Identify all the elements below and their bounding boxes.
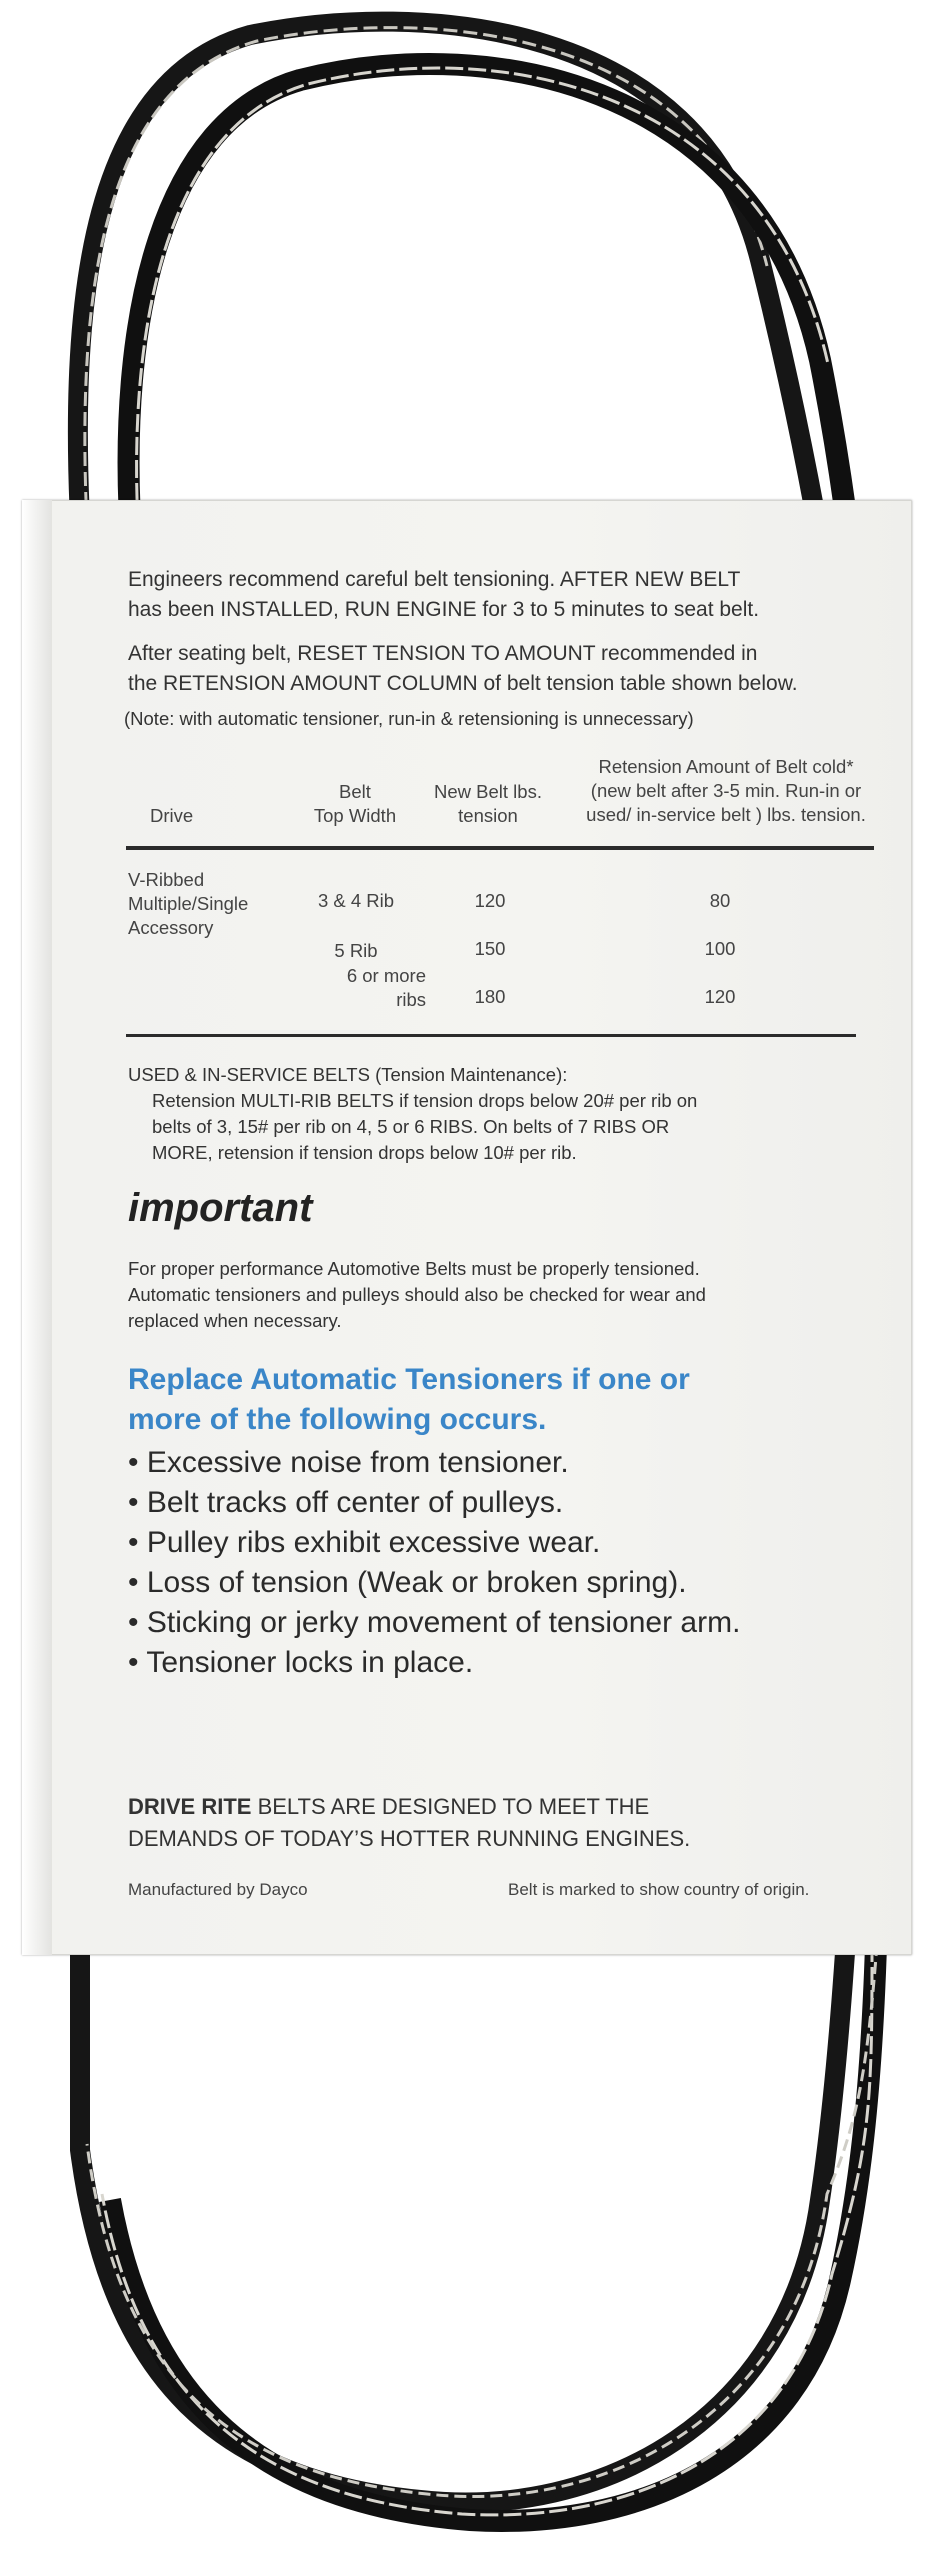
row-2-width: 5 Rib [334,940,378,961]
replace-heading-line-1: Replace Automatic Tensioners if one or [128,1363,690,1396]
instruction-line-3: After seating belt, RESET TENSION TO AMOUNT recommended in [128,642,758,665]
row-2-retension: 100 [704,938,736,959]
brand-name: DRIVE RITE [128,1794,252,1819]
used-belts-line-1: USED & IN-SERVICE BELTS (Tension Maintenance): [128,1064,568,1085]
replace-heading-line-2: more of the following occurs. [128,1403,547,1436]
header-new-belt-tension: New Belt lbs. tension [434,781,542,826]
drive-label: V-Ribbed Multiple/Single Accessory [128,869,249,938]
header-belt-top-width: Belt Top Width [313,781,397,826]
instruction-note: (Note: with automatic tensioner, run-in & retensioning is unnecessary) [124,708,694,729]
country-origin-text: Belt is marked to show country of origin. [508,1880,810,1899]
manufacturer-text: Manufactured by Dayco [128,1880,308,1899]
bullet-item: • Tensioner locks in place. [128,1646,474,1679]
important-line-3: replaced when necessary. [128,1310,342,1331]
table-bottom-rule [126,1034,856,1037]
header-drive: Drive [150,805,194,826]
row-3-width: 6 or more ribs [346,965,426,1010]
row-3-new: 180 [474,986,506,1007]
bullet-item: • Loss of tension (Weak or broken spring). [128,1566,687,1599]
used-belts-line-2: Retension MULTI-RIB BELTS if tension drops below 20# per rib on [152,1090,698,1111]
table-top-rule [126,846,874,850]
footer-line-1: DRIVE RITE BELTS ARE DESIGNED TO MEET THE [128,1794,650,1819]
row-2-new: 150 [474,938,506,959]
bullet-item: • Pulley ribs exhibit excessive wear. [128,1526,601,1559]
row-1-new: 120 [474,890,506,911]
header-retension-amount: Retension Amount of Belt cold* (new belt after 3-5 min. Run-in or used/ in-service belt ) lbs. tension. [586,756,866,825]
row-1-retension: 80 [709,890,731,911]
row-3-retension: 120 [704,986,736,1007]
instruction-line-2: has been INSTALLED, RUN ENGINE for 3 to 5 minutes to seat belt. [128,598,760,621]
footer-line-2: DEMANDS OF TODAY’S HOTTER RUNNING ENGINES. [128,1826,691,1851]
bullet-item: • Belt tracks off center of pulleys. [128,1486,564,1519]
card-fold-edge [22,500,52,1955]
important-title: important [128,1186,313,1230]
used-belts-line-3: belts of 3, 15# per rib on 4, 5 or 6 RIBS. On belts of 7 RIBS OR [152,1116,670,1137]
used-belts-line-4: MORE, retension if tension drops below 10# per rib. [152,1142,577,1163]
important-line-1: For proper performance Automotive Belts must be properly tensioned. [128,1258,700,1279]
instruction-line-1: Engineers recommend careful belt tensioning. AFTER NEW BELT [128,568,741,591]
instruction-line-4: the RETENSION AMOUNT COLUMN of belt tension table shown below. [128,672,798,695]
row-1-width: 3 & 4 Rib [317,890,395,911]
important-line-2: Automatic tensioners and pulleys should also be checked for wear and [128,1284,706,1305]
bullet-item: • Sticking or jerky movement of tensioner arm. [128,1606,741,1639]
bullet-item: • Excessive noise from tensioner. [128,1446,569,1479]
